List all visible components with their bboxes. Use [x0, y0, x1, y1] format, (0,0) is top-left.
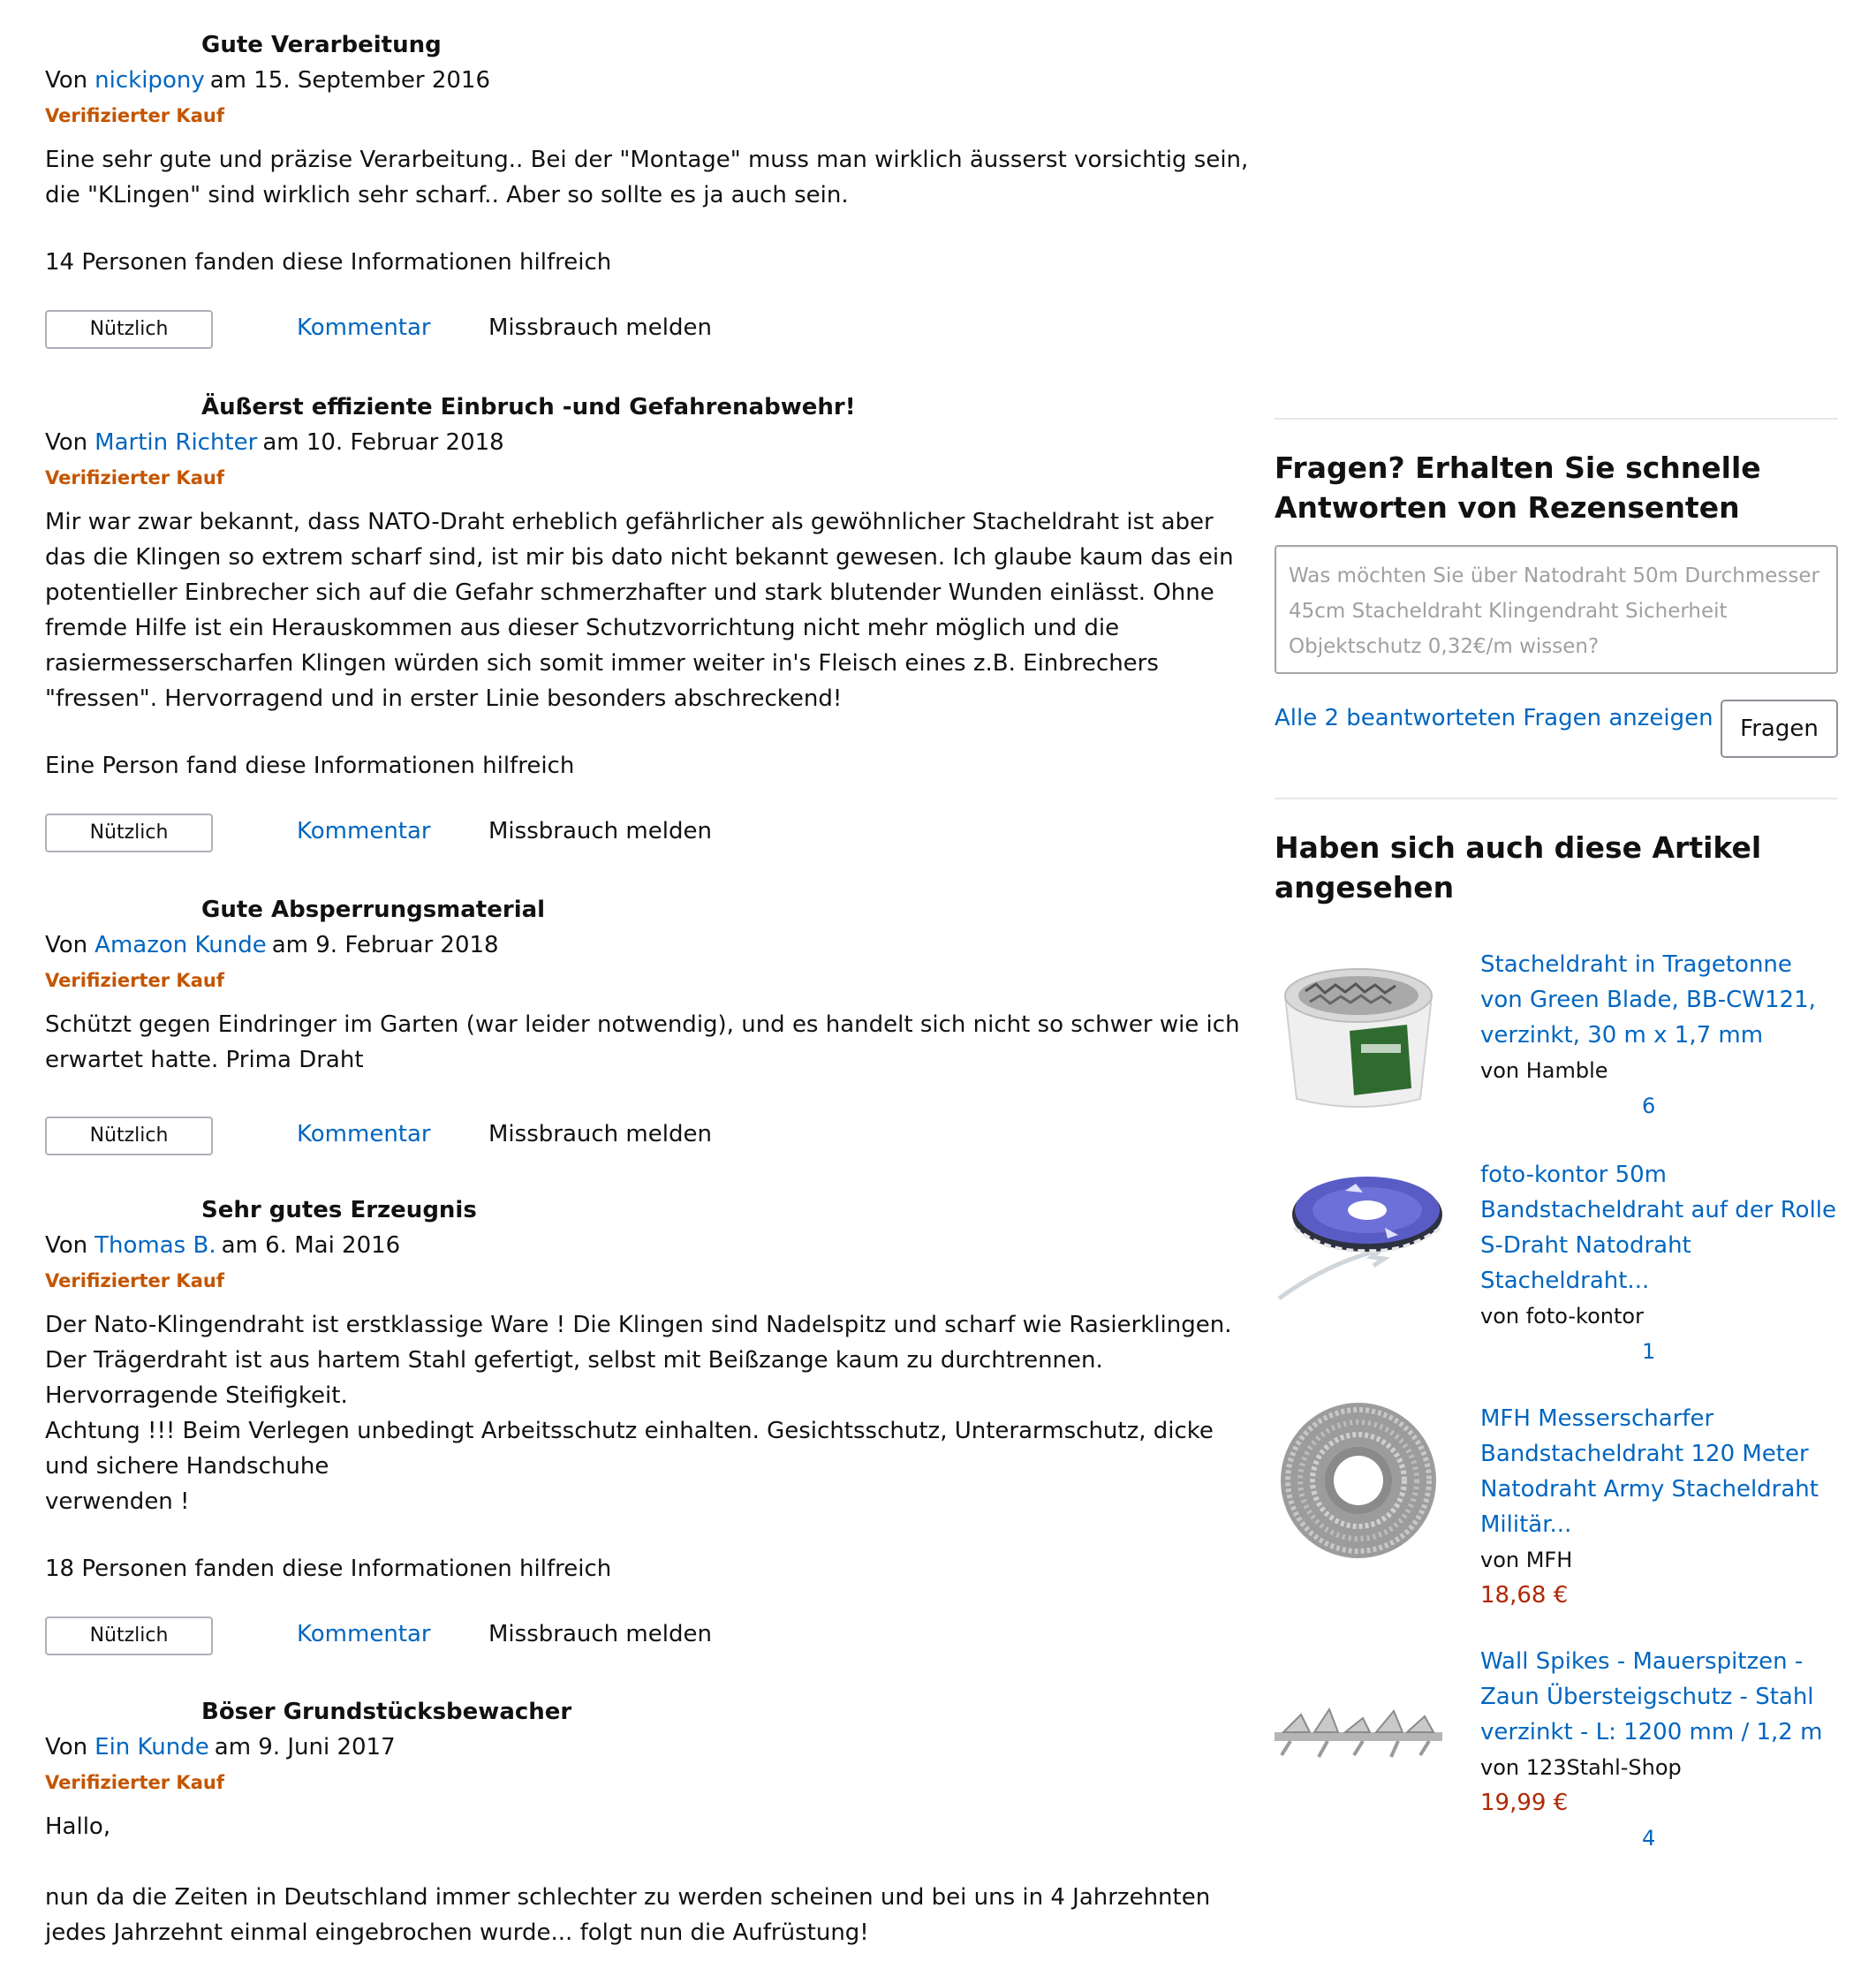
- by-prefix: Von: [45, 67, 88, 94]
- product-price: 18,68 €: [1480, 1582, 1569, 1609]
- useful-button[interactable]: Nützlich: [45, 814, 213, 852]
- review-byline: [45, 63, 1255, 98]
- wire-bucket-image[interactable]: [1275, 947, 1442, 1115]
- question-input[interactable]: [1275, 545, 1838, 674]
- review-title[interactable]: Sehr gutes Erzeugnis: [201, 1197, 477, 1223]
- review-body: [45, 1007, 1255, 1078]
- review-date: am 9. Februar 2018: [271, 932, 499, 958]
- verified-purchase-badge: Verifizierter Kauf: [45, 970, 224, 991]
- review-author-link[interactable]: Thomas B.: [95, 1232, 216, 1259]
- review-text-line: verwenden !: [45, 1488, 190, 1515]
- product-brand: von Hamble: [1480, 1058, 1608, 1083]
- review-actions: [45, 310, 1255, 360]
- product-brand: von foto-kontor: [1480, 1304, 1644, 1329]
- review-byline: [45, 425, 1255, 460]
- report-abuse-link[interactable]: Missbrauch melden: [488, 1121, 712, 1147]
- review-title[interactable]: Gute Absperrungsmaterial: [201, 897, 546, 923]
- product-info: [1480, 1157, 1838, 1369]
- by-prefix: Von: [45, 932, 88, 958]
- product-title-link[interactable]: Stacheldraht in Tragetonne von Green Blade, BB-CW121, verzinkt, 30 m x 1,7 mm: [1480, 951, 1816, 1049]
- review-text-spacer: [45, 1844, 1255, 1880]
- by-prefix: Von: [45, 1734, 88, 1760]
- useful-button[interactable]: Nützlich: [45, 1616, 213, 1655]
- sidebar-divider: [1275, 418, 1838, 420]
- wall-spikes-image[interactable]: [1275, 1697, 1442, 1768]
- report-abuse-link[interactable]: Missbrauch melden: [488, 314, 712, 341]
- helpful-count: 18 Personen fanden diese Informationen hilfreich: [45, 1556, 612, 1582]
- review-byline: [45, 1730, 1255, 1765]
- review-body: [45, 142, 1255, 213]
- by-prefix: Von: [45, 429, 88, 456]
- review-date: am 10. Februar 2018: [262, 429, 504, 456]
- review-text-line: Achtung !!! Beim Verlegen unbedingt Arbeitsschutz einhalten. Gesichtsschutz, Unterarmschutz, dicke und sichere Handschuhe: [45, 1418, 1214, 1480]
- review-title[interactable]: Gute Verarbeitung: [201, 32, 442, 58]
- useful-button[interactable]: Nützlich: [45, 310, 213, 349]
- review: [45, 27, 1255, 360]
- review-author-link[interactable]: Martin Richter: [95, 429, 258, 456]
- review-author-link[interactable]: nickipony: [95, 67, 205, 94]
- helpful-count: Eine Person fand diese Informationen hilfreich: [45, 753, 575, 779]
- wire-reel-image[interactable]: [1275, 1166, 1442, 1307]
- ask-button[interactable]: Fragen: [1721, 700, 1838, 758]
- verified-purchase-badge: Verifizierter Kauf: [45, 1270, 224, 1291]
- review-body: [45, 1809, 1255, 1950]
- comment-link[interactable]: Kommentar: [297, 1621, 431, 1647]
- product-info: [1480, 1644, 1838, 1856]
- comment-link[interactable]: Kommentar: [297, 314, 431, 341]
- product-title-link[interactable]: MFH Messerscharfer Bandstacheldraht 120 Meter Natodraht Army Stacheldraht Militär...: [1480, 1405, 1819, 1538]
- review-author-link[interactable]: Ein Kunde: [95, 1734, 209, 1760]
- review: [45, 1694, 1255, 1950]
- review-text: Eine sehr gute und präzise Verarbeitung.. Bei der "Montage" muss man wirklich äusserst vorsichtig sein, die "KLingen" sind wirklich sehr scharf.. Aber so sollte es ja auch sein.: [45, 147, 1249, 208]
- review-body: [45, 1307, 1255, 1519]
- review-text-line: nun da die Zeiten in Deutschland immer schlechter zu werden scheinen und bei uns in 4 Jahrzehnten jedes Jahrzehnt einmal eingebrochen wurde... folgt nun die Aufrüstung!: [45, 1884, 1211, 1946]
- answered-questions-link[interactable]: Alle 2 beantworteten Fragen anzeigen: [1275, 705, 1713, 731]
- review-text-line: Der Nato-Klingendraht ist erstklassige Ware ! Die Klingen sind Nadelspitz und scharf wie Rasierklingen.: [45, 1312, 1232, 1338]
- report-abuse-link[interactable]: Missbrauch melden: [488, 1621, 712, 1647]
- review-text: Schützt gegen Eindringer im Garten (war leider notwendig), und es handelt sich nicht so schwer wie ich erwartet hatte. Prima Draht: [45, 1011, 1240, 1073]
- review-text: Mir war zwar bekannt, dass NATO-Draht erheblich gefährlicher als gewöhnlicher Stacheldraht ist aber das die Klingen so extrem scharf sind, ist mir bis dato nicht bekannt gewesen. Ich glaube kaum das ein potentieller Einbrecher sich auf die Gefahr schmerzhafter und stark blutender Wunden einlässt. Ohne fremde Hilfe ist ein Herauskommen aus dieser Schutzvorrichtung nicht mehr möglich und die rasiermesserscharfen Klingen würden sich somit immer weiter in's Fleisch eines z.B. Einbrechers "fressen". Hervorragend und in erster Linie besonders abschreckend!: [45, 509, 1234, 712]
- rating-count-link[interactable]: 1: [1642, 1339, 1656, 1364]
- verified-purchase-badge: Verifizierter Kauf: [45, 1772, 224, 1793]
- review-actions: [45, 814, 1255, 863]
- review-byline: [45, 928, 1255, 963]
- review-date: am 15. September 2016: [209, 67, 490, 94]
- comment-link[interactable]: Kommentar: [297, 1121, 431, 1147]
- by-prefix: Von: [45, 1232, 88, 1259]
- review: [45, 1192, 1255, 1666]
- review-title[interactable]: Böser Grundstücksbewacher: [201, 1699, 572, 1725]
- rating-count-link[interactable]: 4: [1642, 1826, 1656, 1851]
- report-abuse-link[interactable]: Missbrauch melden: [488, 818, 712, 844]
- review-title[interactable]: Äußerst effiziente Einbruch -und Gefahrenabwehr!: [201, 394, 856, 420]
- verified-purchase-badge: Verifizierter Kauf: [45, 105, 224, 126]
- useful-button[interactable]: Nützlich: [45, 1117, 213, 1155]
- review: [45, 390, 1255, 863]
- product-title-link[interactable]: Wall Spikes - Mauerspitzen - Zaun Übersteigschutz - Stahl verzinkt - L: 1200 mm / 1,2 m: [1480, 1648, 1823, 1745]
- review: [45, 892, 1255, 1166]
- review-date: am 9. Juni 2017: [214, 1734, 396, 1760]
- review-body: [45, 504, 1255, 716]
- review-author-link[interactable]: Amazon Kunde: [95, 932, 267, 958]
- review-text-line: Der Trägerdraht ist aus hartem Stahl gefertigt, selbst mit Beißzange kaum zu durchtrennen. Hervorragende Steifigkeit.: [45, 1347, 1103, 1409]
- review-actions: [45, 1117, 1255, 1166]
- product-info: [1480, 1401, 1838, 1613]
- sidebar-divider: [1275, 798, 1838, 799]
- verified-purchase-badge: Verifizierter Kauf: [45, 467, 224, 488]
- product-info: [1480, 947, 1838, 1124]
- qa-heading: Fragen? Erhalten Sie schnelle Antworten von Rezensenten: [1275, 450, 1761, 525]
- review-byline: [45, 1228, 1255, 1263]
- product-price: 19,99 €: [1480, 1790, 1569, 1816]
- comment-link[interactable]: Kommentar: [297, 818, 431, 844]
- product-brand: von 123Stahl-Shop: [1480, 1755, 1682, 1780]
- helpful-count: 14 Personen fanden diese Informationen hilfreich: [45, 249, 612, 276]
- product-title-link[interactable]: foto-kontor 50m Bandstacheldraht auf der Rolle S-Draht Natodraht Stacheldraht...: [1480, 1162, 1837, 1294]
- product-brand: von MFH: [1480, 1548, 1573, 1572]
- review-actions: [45, 1616, 1255, 1666]
- also-viewed-heading: Haben sich auch diese Artikel angesehen: [1275, 830, 1762, 905]
- wire-coil-image[interactable]: [1275, 1401, 1442, 1560]
- rating-count-link[interactable]: 6: [1642, 1094, 1656, 1118]
- review-text-line: Hallo,: [45, 1813, 111, 1840]
- review-date: am 6. Mai 2016: [221, 1232, 401, 1259]
